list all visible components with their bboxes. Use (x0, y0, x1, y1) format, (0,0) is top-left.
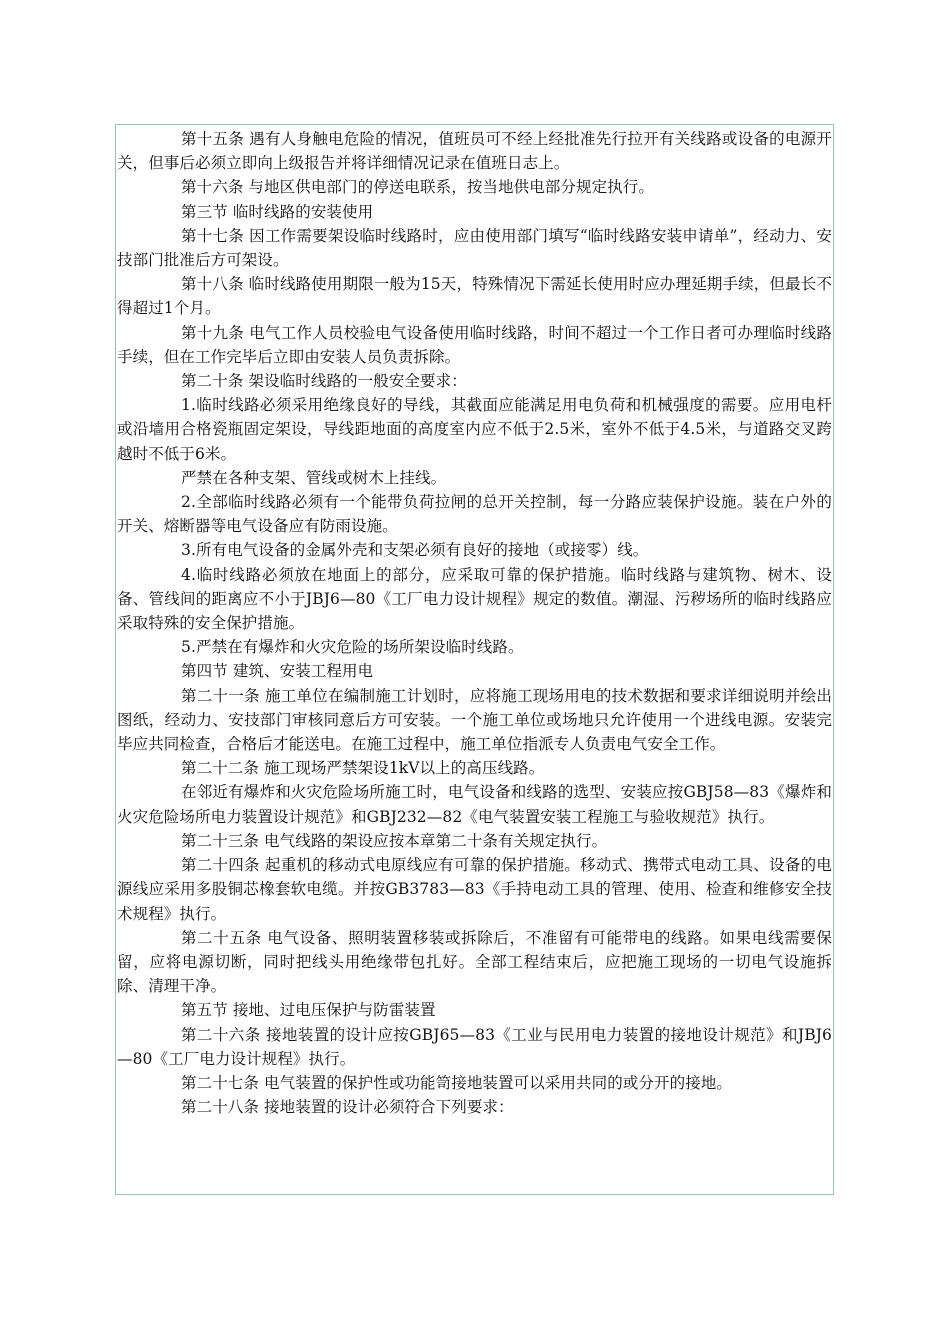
paragraph-art18: 第十八条 临时线路使用期限一般为15天，特殊情况下需延长使用时应办理延期手续，但最长不得超过1个月。 (117, 275, 832, 318)
paragraph-art26: 第二十六条 接地装置的设计应按GBJ65—83《工业与民用电力装置的接地设计规范》和JBJ6—80《工厂电力设计规程》执行。 (117, 1025, 832, 1068)
paragraph-art19: 第十九条 电气工作人员校验电气设备使用临时线路，时间不超过一个工作日者可办理临时线路手续，但在工作完毕后立即由安装人员负责拆除。 (117, 323, 832, 366)
paragraph-art25: 第二十五条 电气设备、照明装置移装或拆除后，不准留有可能带电的线路。如果电线需要保留，应将电源切断，同时把线头用绝缘带包扎好。全部工程结束后，应把施工现场的一切电气设施拆除、清理干净。 (117, 928, 832, 996)
paragraph-art28: 第二十八条 接地装置的设计必须符合下列要求： (181, 1098, 514, 1117)
list-item-3: 3.所有电气设备的金属外壳和支架必须有良好的接地（或接零）线。 (181, 541, 649, 560)
paragraph-prohibition: 严禁在各种支架、管线或树木上挂线。 (181, 468, 447, 487)
list-item-5: 5.严禁在有爆炸和火灾危险的场所架设临时线路。 (181, 638, 524, 657)
paragraph-hazard-areas: 在邻近有爆炸和火灾危险场所施工时，电气设备和线路的选型、安装应按GBJ58—83《爆炸和火灾危险场所电力装置设计规范》和GBJ232—82《电气装置安装工程施工与验收规范》执行。 (117, 783, 832, 826)
paragraph-art21: 第二十一条 施工单位在编制施工计划时，应将施工现场用电的技术数据和要求详细说明并绘出图纸，经动力、安技部门审核同意后方可安装。一个施工单位或场地只允许使用一个进线电源。安装完毕应共同检查，合格后才能送电。在施工过程中，施工单位指派专人负责电气安全工作。 (117, 686, 832, 754)
section-heading-5: 第五节 接地、过电压保护与防雷装置 (181, 1001, 436, 1020)
section-heading-4: 第四节 建筑、安装工程用电 (181, 662, 374, 681)
section-heading-3: 第三节 临时线路的安装使用 (181, 202, 374, 221)
list-item-1: 1.临时线路必须采用绝缘良好的导线，其截面应能满足用电负荷和机械强度的需要。应用电杆或沿墙用合格瓷瓶固定架设，导线距地面的高度室内应不低于2.5米，室外不低于4.5米，与道路交叉跨越时不低于6米。 (117, 396, 832, 463)
paragraph-art27: 第二十七条 电气装置的保护性或功能笥接地装置可以采用共同的或分开的接地。 (181, 1073, 733, 1092)
paragraph-art23: 第二十三条 电气线路的架设应按本章第二十条有关规定执行。 (181, 831, 608, 850)
paragraph-art16: 第十六条 与地区供电部门的停送电联系，按当地供电部分规定执行。 (181, 178, 655, 197)
paragraph-art17: 第十七条 因工作需要架设临时线路时，应由使用部门填写“临时线路安装申请单”，经动力、安技部门批准后方可架设。 (117, 226, 832, 270)
list-item-2: 2.全部临时线路必须有一个能带负荷拉闸的总开关控制，每一分路应装保护设施。装在户外的开关、熔断器等电气设备应有防雨设施。 (117, 493, 832, 536)
paragraph-art22: 第二十二条 施工现场严禁架设1kV以上的高压线路。 (181, 759, 545, 778)
paragraph-art24: 第二十四条 起重机的移动式电原线应有可靠的保护措施。移动式、携带式电动工具、设备的电源线应采用多股铜芯橡套软电缆。并按GB3783—83《手持电动工具的管理、使用、检查和维修安全技术规程》执行。 (117, 856, 832, 923)
paragraph-art20: 第二十条 架设临时线路的一般安全要求： (181, 372, 467, 391)
paragraph-art15: 第十五条 遇有人身触电危险的情况，值班员可不经上经批准先行拉开有关线路或设备的电源开关，但事后必须立即向上级报告并将详细情况记录在值班日志上。 (117, 130, 832, 173)
list-item-4: 4.临时线路必须放在地面上的部分，应采取可靠的保护措施。临时线路与建筑物、树木、设备、管线间的距离应不小于JBJ6—80《工厂电力设计规程》规定的数值。潮湿、污秽场所的临时线路应采取特殊的安全保护措施。 (117, 565, 832, 633)
document-body (117, 127, 832, 1119)
